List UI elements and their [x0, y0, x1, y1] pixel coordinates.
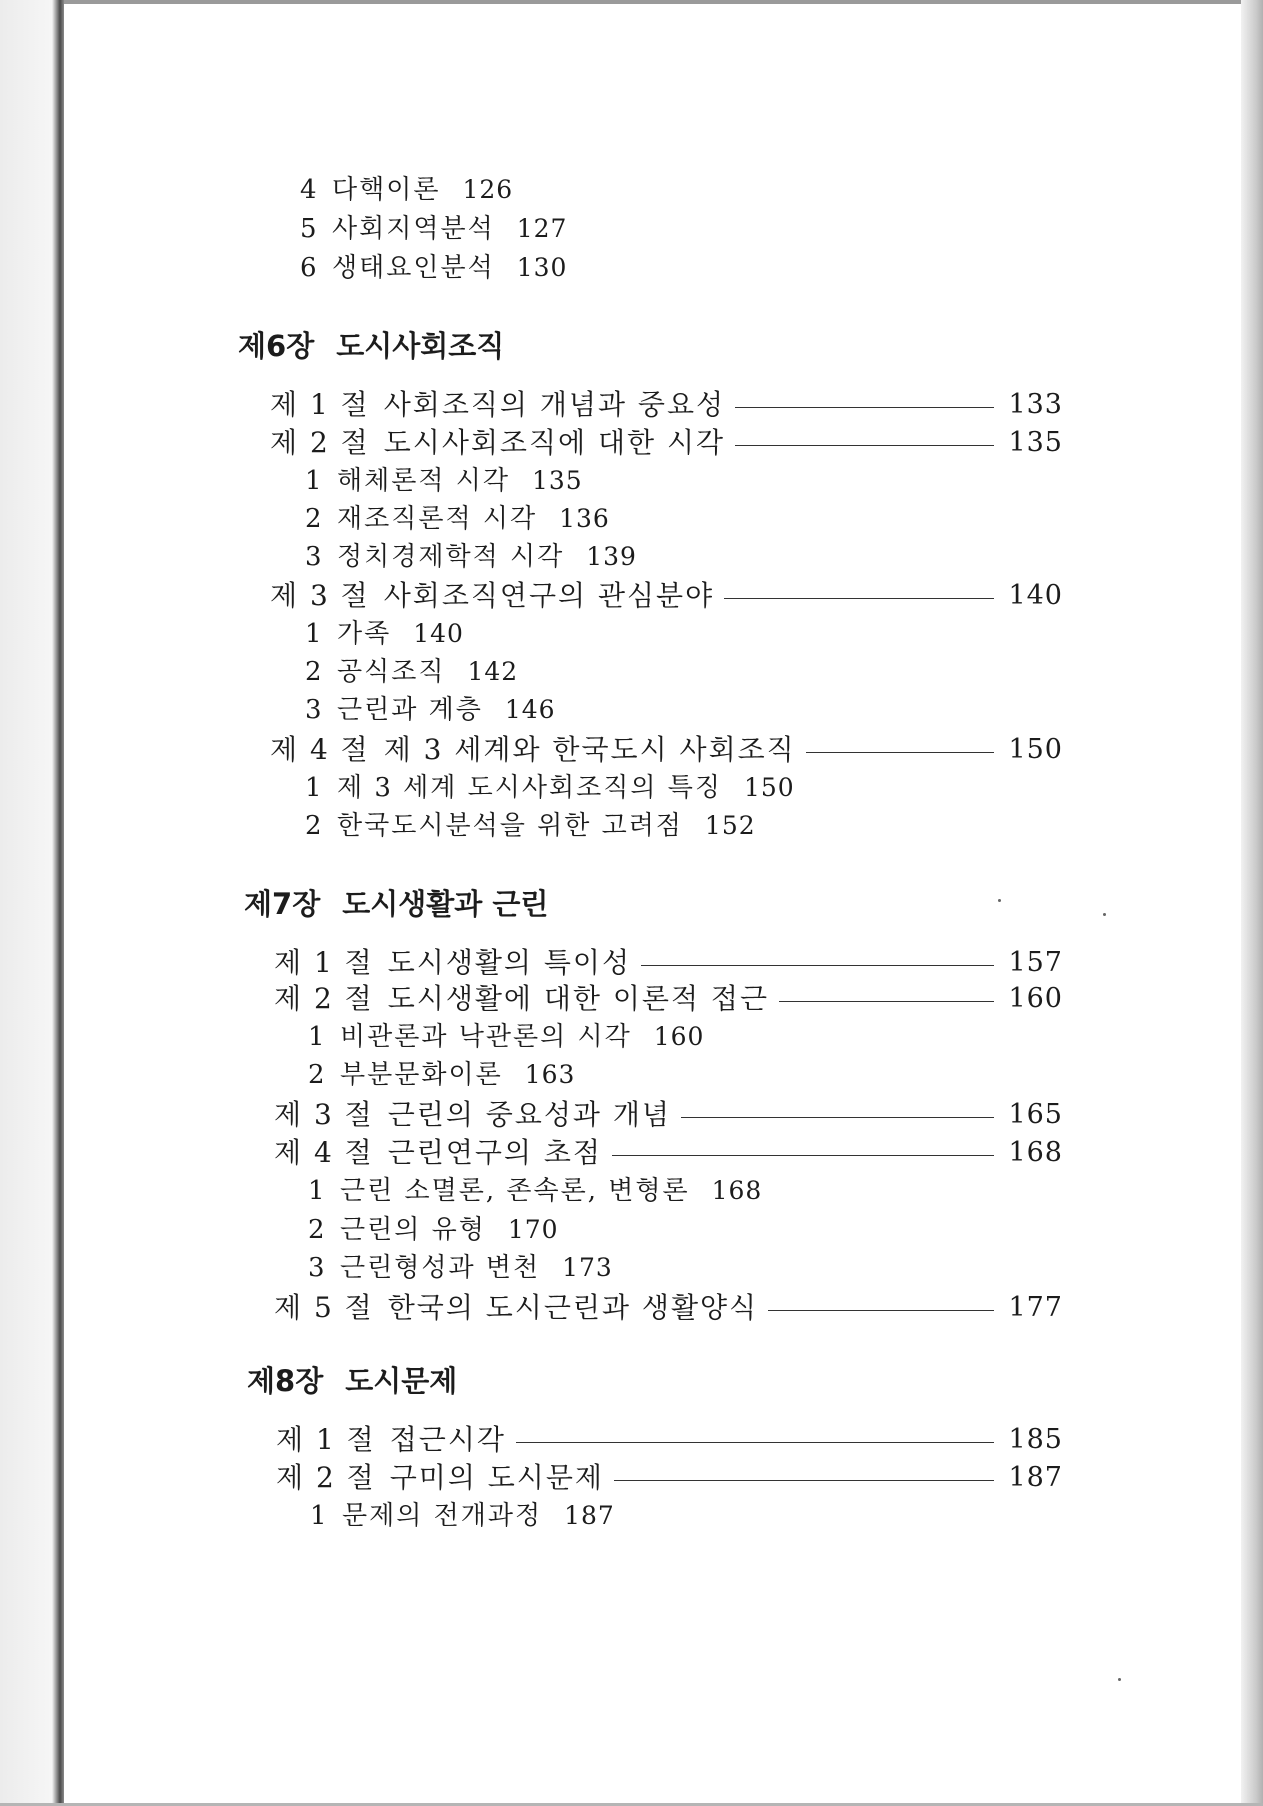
toc-subitem [310, 1497, 615, 1535]
subitem-title: 제 3 세계 도시사회조직의 특징 [337, 773, 722, 803]
subitem-title: 공식조직 [337, 657, 446, 687]
section-title: 도시생활의 특이성 [387, 946, 632, 979]
dot-leader [641, 965, 994, 966]
section-page: 135 [1008, 427, 1063, 458]
toc-section [270, 386, 1063, 424]
toc-subitem [308, 1056, 575, 1094]
subitem-number: 5 [300, 214, 319, 244]
chapter-title: 도시문제 [345, 1364, 458, 1398]
chapter-heading-7 [244, 885, 548, 923]
subitem-number: 1 [310, 1501, 329, 1531]
chapter-title: 도시생활과 근린 [342, 887, 549, 921]
subitem-number: 6 [300, 253, 319, 283]
toc-subitem [305, 691, 556, 729]
scan-dust [1118, 1678, 1121, 1681]
subitem-page: 170 [507, 1215, 559, 1244]
section-page: 133 [1008, 389, 1063, 420]
section-title: 접근시각 [389, 1423, 506, 1456]
subitem-page: 127 [516, 214, 568, 243]
subitem-title: 해체론적 시각 [337, 466, 510, 496]
section-label: 제 2 절 [276, 1461, 376, 1494]
chapter-title: 도시사회조직 [336, 329, 505, 363]
section-page: 140 [1008, 580, 1063, 611]
subitem-page: 160 [653, 1022, 705, 1051]
chapter-label: 제7장 [244, 887, 321, 921]
dot-leader [735, 407, 994, 408]
chapter-heading-8 [247, 1362, 457, 1400]
section-label: 제 4 절 [274, 1136, 374, 1169]
chapter-label: 제6장 [238, 329, 315, 363]
toc-section [274, 980, 1063, 1018]
section-title: 사회조직연구의 관심분야 [383, 579, 715, 612]
dot-leader [614, 1480, 994, 1481]
section-page: 157 [1008, 947, 1063, 978]
section-page: 177 [1008, 1292, 1063, 1323]
toc-subitem [305, 462, 583, 500]
section-page: 150 [1008, 734, 1063, 765]
subitem-title: 가족 [337, 619, 392, 649]
subitem-number: 1 [305, 773, 324, 803]
toc-subitem [300, 171, 513, 209]
subitem-page: 140 [413, 619, 464, 648]
subitem-page: 187 [564, 1501, 615, 1530]
scan-dust [998, 899, 1001, 902]
section-label: 제 2 절 [274, 982, 374, 1015]
dot-leader [681, 1117, 995, 1118]
subitem-number: 2 [308, 1060, 327, 1090]
dot-leader [806, 752, 995, 753]
toc-section [270, 424, 1063, 462]
dot-leader [516, 1442, 995, 1443]
subitem-title: 근린 소멸론, 존속론, 변형론 [340, 1176, 690, 1206]
toc-section [274, 1134, 1063, 1172]
section-page: 187 [1008, 1462, 1063, 1493]
subitem-title: 한국도시분석을 위한 고려점 [337, 811, 683, 841]
subitem-number: 3 [305, 695, 324, 725]
subitem-number: 1 [308, 1022, 327, 1052]
subitem-page: 173 [562, 1253, 613, 1282]
subitem-number: 3 [308, 1253, 327, 1283]
subitem-title: 근린과 계층 [337, 695, 483, 725]
subitem-page: 130 [516, 253, 568, 282]
section-title: 사회조직의 개념과 중요성 [383, 388, 726, 421]
toc-section [274, 1096, 1063, 1134]
toc-section [270, 577, 1063, 615]
subitem-page: 135 [531, 466, 583, 495]
toc-subitem [305, 615, 464, 653]
dot-leader [768, 1310, 994, 1311]
section-page: 168 [1008, 1137, 1063, 1168]
section-label: 제 1 절 [270, 388, 370, 421]
section-label: 제 2 절 [270, 426, 370, 459]
section-title: 제 3 세계와 한국도시 사회조직 [383, 733, 796, 766]
section-title: 도시사회조직에 대한 시각 [383, 426, 726, 459]
subitem-page: 150 [744, 773, 795, 802]
subitem-title: 재조직론적 시각 [337, 504, 538, 534]
section-title: 근린연구의 초점 [387, 1136, 602, 1169]
dot-leader [779, 1001, 994, 1002]
section-page: 165 [1008, 1099, 1063, 1130]
subitem-title: 사회지역분석 [332, 214, 495, 244]
toc-subitem [305, 769, 795, 807]
toc-subitem [305, 653, 518, 691]
subitem-number: 2 [305, 811, 324, 841]
section-page: 160 [1008, 983, 1063, 1014]
dot-leader [612, 1155, 994, 1156]
subitem-number: 2 [305, 504, 324, 534]
subitem-number: 2 [305, 657, 324, 687]
toc-subitem [308, 1018, 704, 1056]
subitem-page: 168 [711, 1176, 763, 1205]
dot-leader [724, 598, 994, 599]
subitem-page: 163 [524, 1060, 576, 1089]
toc-section [274, 944, 1063, 982]
subitem-title: 생태요인분석 [332, 253, 495, 283]
subitem-title: 근린형성과 변천 [340, 1253, 541, 1283]
section-label: 제 3 절 [270, 579, 370, 612]
section-title: 도시생활에 대한 이론적 접근 [387, 982, 769, 1015]
section-label: 제 3 절 [274, 1098, 374, 1131]
subitem-page: 139 [586, 542, 637, 571]
toc-subitem [308, 1211, 559, 1249]
toc-subitem [308, 1249, 613, 1287]
subitem-title: 비관론과 낙관론의 시각 [340, 1022, 632, 1052]
subitem-title: 문제의 전개과정 [342, 1501, 543, 1531]
section-label: 제 1 절 [276, 1423, 376, 1456]
subitem-title: 다핵이론 [332, 175, 441, 205]
subitem-number: 4 [300, 175, 319, 205]
chapter-label: 제8장 [247, 1364, 324, 1398]
subitem-page: 146 [504, 695, 556, 724]
dot-leader [735, 445, 994, 446]
section-label: 제 1 절 [274, 946, 374, 979]
subitem-page: 136 [559, 504, 610, 533]
subitem-number: 3 [305, 542, 324, 572]
subitem-title: 근린의 유형 [340, 1215, 486, 1245]
section-page: 185 [1008, 1424, 1063, 1455]
subitem-title: 부분문화이론 [340, 1060, 503, 1090]
section-label: 제 5 절 [274, 1291, 374, 1324]
toc-subitem [305, 538, 637, 576]
section-title: 근린의 중요성과 개념 [387, 1098, 671, 1131]
subitem-number: 1 [305, 619, 324, 649]
toc-subitem [300, 249, 567, 287]
chapter-heading-6 [238, 327, 504, 365]
toc-section [270, 731, 1063, 769]
subitem-page: 126 [462, 175, 514, 204]
section-title: 한국의 도시근린과 생활양식 [387, 1291, 759, 1324]
scan-dust [1103, 913, 1106, 916]
subitem-number: 1 [305, 466, 324, 496]
toc-section [274, 1289, 1063, 1327]
subitem-page: 152 [704, 811, 756, 840]
toc-section [276, 1459, 1063, 1497]
toc-subitem [300, 210, 567, 248]
section-title: 구미의 도시문제 [389, 1461, 604, 1494]
section-label: 제 4 절 [270, 733, 370, 766]
subitem-title: 정치경제학적 시각 [337, 542, 565, 572]
subitem-number: 2 [308, 1215, 327, 1245]
subitem-number: 1 [308, 1176, 327, 1206]
toc-subitem [305, 500, 610, 538]
toc-section [276, 1421, 1063, 1459]
toc-subitem [305, 807, 756, 845]
subitem-page: 142 [467, 657, 519, 686]
toc-subitem [308, 1172, 762, 1210]
